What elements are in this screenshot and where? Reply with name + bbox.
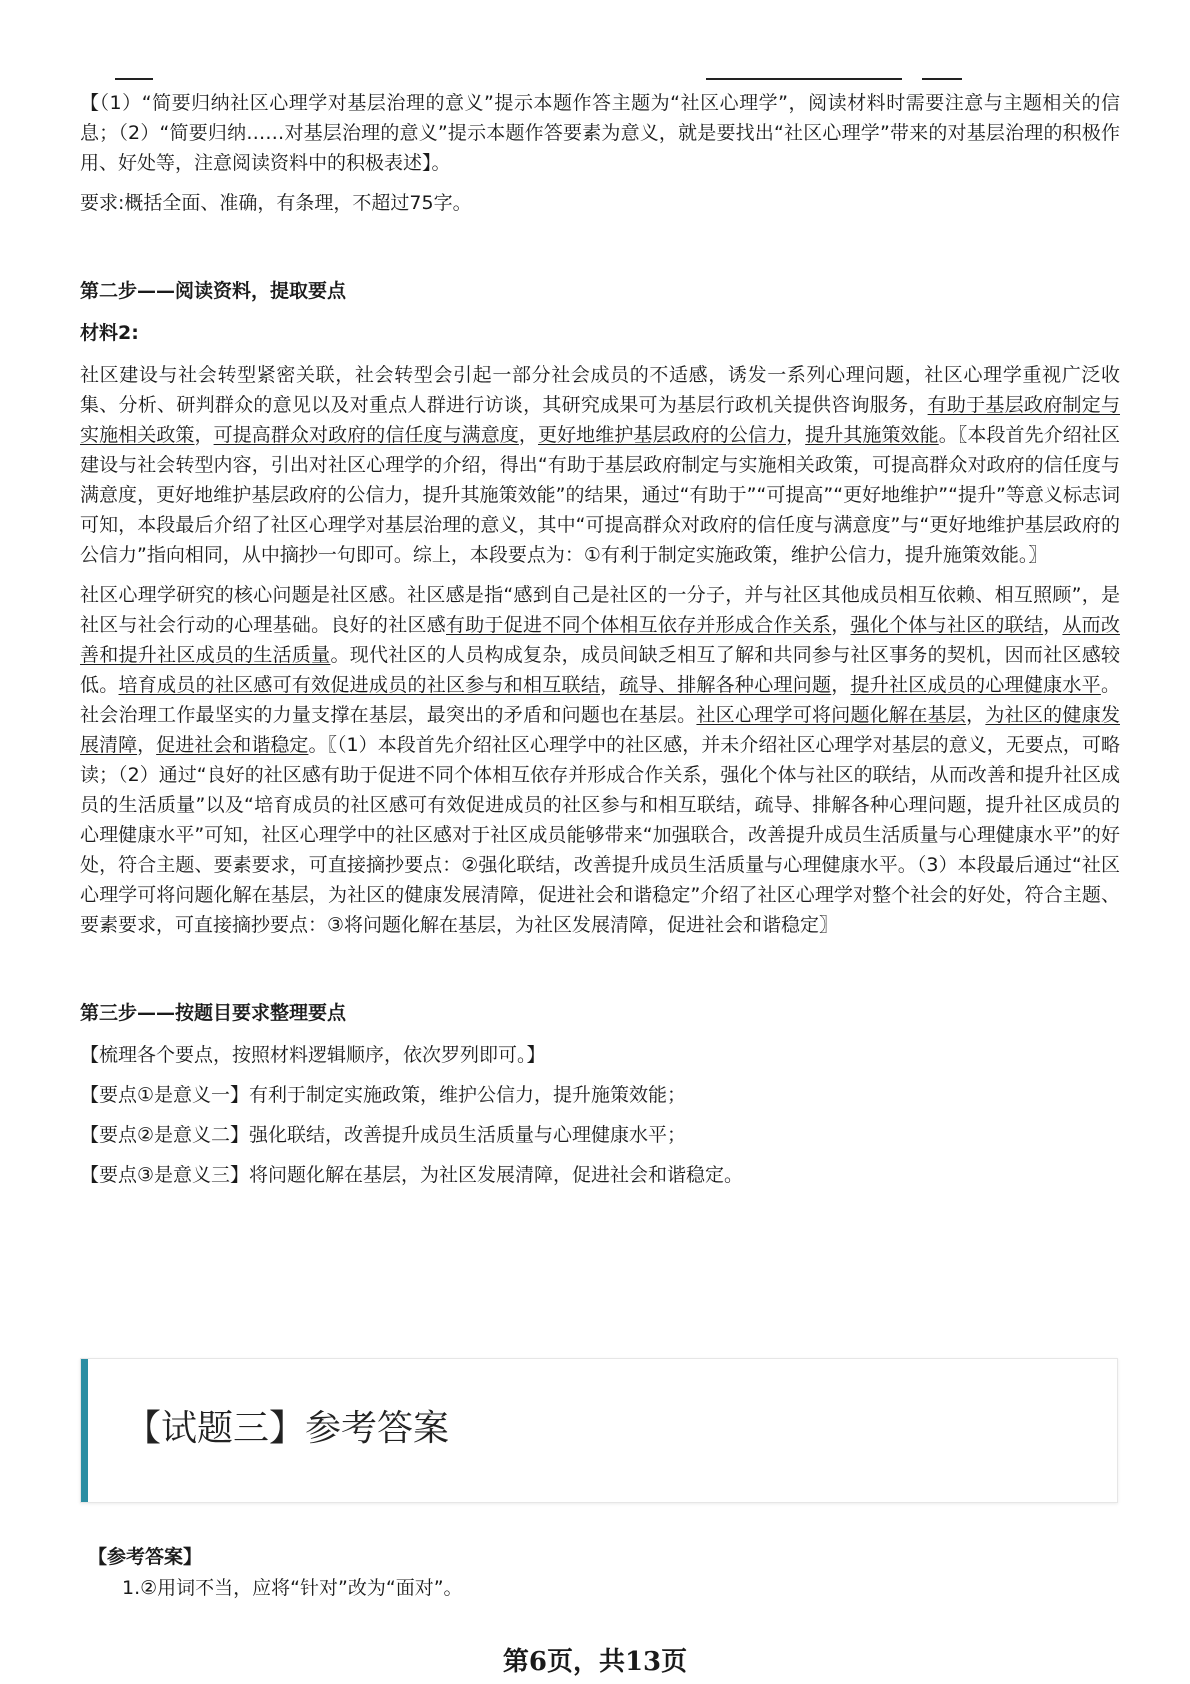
text-run: ， — [966, 704, 986, 726]
text-run: ， — [137, 734, 157, 756]
answer-section-card — [80, 1358, 1118, 1503]
underlined-point: 为社区的健康发展清障 — [80, 704, 1120, 756]
requirement-text: 要求:概括全面、准确，有条理，不超过75字。 — [80, 192, 472, 214]
blank-line — [922, 78, 962, 80]
underlined-point: 有助于基层政府制定与实施相关政策 — [80, 394, 1120, 446]
text-run: 。〖本段首先介绍社区建设与社会转型内容，引出对社区心理学的介绍，得出“有助于基层政府制定与实施相关政策，可提高群众对政府的信任度与满意度，更好地维护基层政府的公信力，提升其施策效能”的结果，通过“有助于”“可提高”“更好地维护”“提升”等意义标志词可知，本段最后介绍了社区心理学对基层治理的意义，其中“可提高群众对政府的信任度与满意度”与“更好地维护基层政府的公信力”指向相同，从中摘抄一句即可。综上，本段要点为：①有利于制定实施政策，维护公信力，提升施策效能。〗 — [80, 424, 1120, 566]
underlined-point: 提升其施策效能 — [805, 424, 939, 446]
underlined-point: 有助于促进不同个体相互依存并形成合作关系 — [446, 614, 832, 636]
text-run: ， — [831, 614, 851, 636]
material-label: 材料2: — [80, 322, 139, 344]
underlined-point: 从而改善和提升社区成员的生活质量 — [80, 614, 1120, 666]
accent-bar — [81, 1359, 88, 1502]
text-run: ， — [518, 424, 538, 446]
point-item-2: 【要点②是意义二】强化联结，改善提升成员生活质量与心理健康水平； — [80, 1124, 687, 1146]
underlined-point: 社区心理学可将问题化解在基层 — [696, 704, 967, 726]
underlined-point: 强化个体与社区的联结 — [850, 614, 1044, 636]
reference-answer-item: 1.②用词不当，应将“针对”改为“面对”。 — [122, 1577, 463, 1599]
text-run: 。社会治理工作最坚实的力量支撑在基层，最突出的矛盾和问题也在基层。 — [80, 674, 1120, 726]
step3-heading: 第三步——按题目要求整理要点 — [80, 1002, 347, 1024]
underlined-point: 促进社会和谐稳定 — [156, 734, 309, 756]
page-number: 第6页，共13页 — [502, 1647, 688, 1677]
underlined-point: 疏导、排解各种心理问题 — [619, 674, 832, 696]
blank-line — [115, 78, 153, 80]
text-run: 社区心理学研究的核心问题是社区感。社区感是指“感到自己是社区的一分子，并与社区其他成员相互依赖、相互照顾”，是社区与社会行动的心理基础。良好的社区感 — [80, 584, 1120, 636]
blank-line — [706, 78, 902, 80]
step2-heading: 第二步——阅读资料，提取要点 — [80, 280, 347, 302]
underlined-point: 培育成员的社区感可有效促进成员的社区参与和相互联结 — [118, 674, 601, 696]
text-run: ， — [786, 424, 806, 446]
material-paragraph-2 — [80, 580, 1120, 940]
text-run: ， — [600, 674, 620, 696]
material-paragraph-1 — [80, 360, 1120, 570]
text-run: ， — [831, 674, 851, 696]
answer-section-title: 【试题三】参考答案 — [125, 1408, 450, 1449]
point-item-1: 【要点①是意义一】有利于制定实施政策，维护公信力，提升施策效能； — [80, 1084, 687, 1106]
step3-instruction: 【梳理各个要点，按照材料逻辑顺序，依次罗列即可。】 — [80, 1044, 546, 1066]
underlined-point: 可提高群众对政府的信任度与满意度 — [213, 424, 519, 446]
hint-paragraph: 【（1）“简要归纳社区心理学对基层治理的意义”提示本题作答主题为“社区心理学”，阅读材料时需要注意与主题相关的信息；（2）“简要归纳……对基层治理的意义”提示本题作答要素为意义，就是要找出“社区心理学”带来的对基层治理的积极作用、好处等，注意阅读资料中的积极表述】。 — [80, 92, 1120, 174]
text-run: 社区建设与社会转型紧密关联，社会转型会引起一部分社会成员的不适感，诱发一系列心理问题，社区心理学重视广泛收集、分析、研判群众的意见以及对重点人群进行访谈，其研究成果可为基层行政机关提供咨询服务， — [80, 364, 1120, 416]
text-run: ， — [1043, 614, 1063, 636]
text-run: 。〖（1）本段首先介绍社区心理学中的社区感，并未介绍社区心理学对基层的意义，无要点，可略读；（2）通过“良好的社区感有助于促进不同个体相互依存并形成合作关系，强化个体与社区的联结，从而改善和提升社区成员的生活质量”以及“培育成员的社区感可有效促进成员的社区参与和相互联结，疏导、排解各种心理问题，提升社区成员的心理健康水平”可知，社区心理学中的社区感对于社区成员能够带来“加强联合，改善提升成员生活质量与心理健康水平”的好处，符合主题、要素要求，可直接摘抄要点：②强化联结，改善提升成员生活质量与心理健康水平。（3）本段最后通过“社区心理学可将问题化解在基层，为社区的健康发展清障，促进社会和谐稳定”介绍了社区心理学对整个社会的好处，符合主题、要素要求，可直接摘抄要点：③将问题化解在基层，为社区发展清障，促进社会和谐稳定〗 — [80, 734, 1120, 936]
text-run: ， — [194, 424, 214, 446]
reference-answer-label: 【参考答案】 — [88, 1546, 203, 1568]
point-item-3: 【要点③是意义三】将问题化解在基层，为社区发展清障，促进社会和谐稳定。 — [80, 1164, 744, 1186]
underlined-point: 更好地维护基层政府的公信力 — [538, 424, 787, 446]
underlined-point: 提升社区成员的心理健康水平 — [850, 674, 1101, 696]
text-run: 。现代社区的人员构成复杂，成员间缺乏相互了解和共同参与社区事务的契机，因而社区感较低。 — [80, 644, 1120, 696]
main-content — [80, 88, 1120, 1200]
